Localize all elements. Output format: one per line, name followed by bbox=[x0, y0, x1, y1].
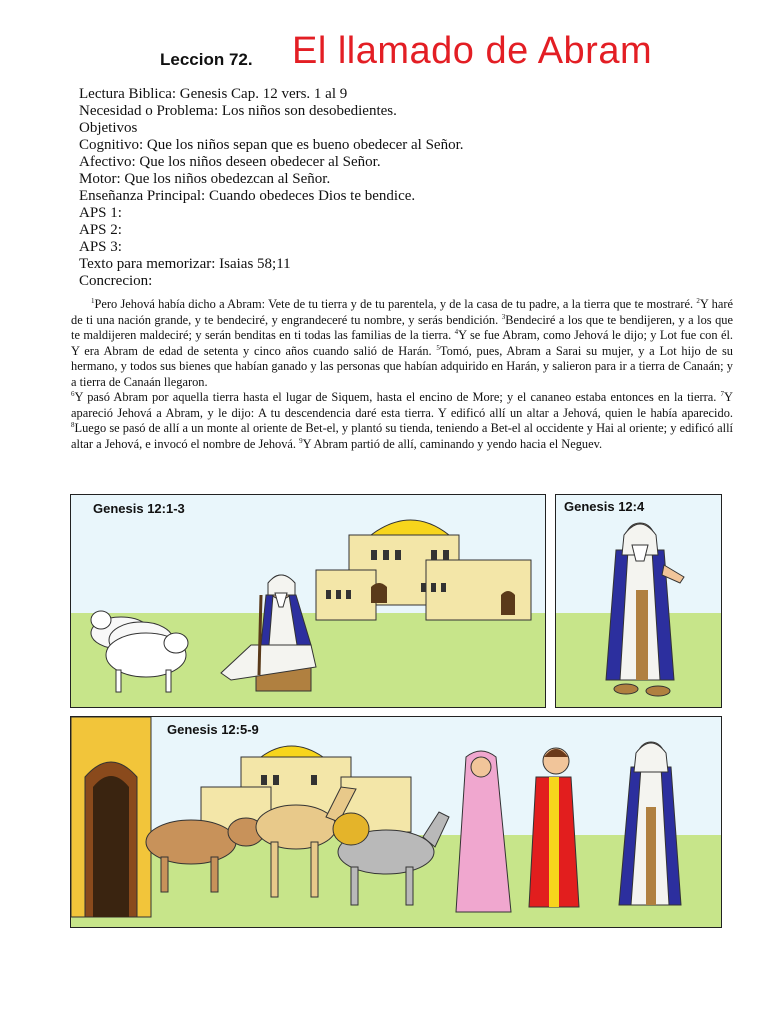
info-line-concretion: Concrecion: bbox=[79, 273, 153, 289]
verse-number: 9 bbox=[299, 436, 303, 445]
info-line-aps1: APS 1: bbox=[79, 205, 122, 221]
illustration-panel-genesis-12-5-9 bbox=[70, 716, 722, 928]
info-line-need: Necesidad o Problema: Los niños son desobedientes. bbox=[79, 103, 397, 119]
verse-8: Luego se pasó de allí a un monte al oriente de Bet-el, y plantó su tienda, teniendo a Bet-el al occidente y Hai al oriente; y edificó allí altar a Jehová, e invocó el nombre de Jehová. bbox=[71, 421, 733, 451]
scene-abram-standing bbox=[556, 495, 721, 707]
verse-5: Tomó, pues, Abram a Sarai su mujer, y a Lot hijo de su hermano, y todos sus bienes que habían ganado y las personas que habían adquirido en Harán, y salieron para ir a tierra de Canaán; y a tierra de Canaán llegaron. bbox=[71, 343, 733, 389]
scripture-paragraph-1 bbox=[71, 297, 733, 390]
lesson-number: Leccion 72. bbox=[160, 50, 253, 69]
verse-6: Y pasó Abram por aquella tierra hasta el lugar de Siquem, hasta el encino de More; y el cananeo estaba entonces en la tierra. bbox=[74, 390, 717, 404]
verse-number: 1 bbox=[91, 296, 95, 305]
verse-2: Y haré de ti una nación grande, y te bendeciré, y engrandeceré tu nombre, y serás bendición. bbox=[71, 297, 733, 327]
verse-number: 8 bbox=[71, 420, 75, 429]
verse-number: 5 bbox=[436, 343, 440, 352]
info-line-affective: Afectivo: Que los niños deseen obedecer al Señor. bbox=[79, 154, 381, 170]
title-row bbox=[0, 30, 768, 80]
info-line-main-teaching: Enseñanza Principal: Cuando obedeces Dios te bendice. bbox=[79, 188, 416, 204]
verse-3: Bendeciré a los que te bendijeren, y a los que te maldijeren maldeciré; y serán benditas en ti todas las familias de la tierra. bbox=[71, 312, 733, 342]
lesson-title: El llamado de Abram bbox=[292, 30, 653, 72]
scripture-text bbox=[71, 297, 733, 452]
illustration-panel-genesis-12-1-3 bbox=[70, 494, 546, 708]
verse-7: Y apareció Jehová a Abram, y le dijo: A tu descendencia daré esta tierra. Y edificó allí un altar a Jehová, quien le había aparecido. bbox=[71, 390, 733, 420]
info-line-aps3: APS 3: bbox=[79, 239, 122, 255]
info-line-memory-verse: Texto para memorizar: Isaias 58;11 bbox=[79, 256, 291, 272]
info-line-cognitive: Cognitivo: Que los niños sepan que es bueno obedecer al Señor. bbox=[79, 137, 464, 153]
verse-1: Pero Jehová había dicho a Abram: Vete de tu tierra y de tu parentela, y de la casa de tu padre, a la tierra que te mostraré. bbox=[94, 297, 694, 311]
verse-number: 2 bbox=[696, 296, 700, 305]
verse-number: 3 bbox=[501, 312, 506, 321]
verse-4: Y se fue Abram, como Jehová le dijo; y Lot fue con él. Y era Abram de edad de setenta y cinco años cuando salió de Harán. bbox=[71, 328, 733, 358]
panel-caption: Genesis 12:4 bbox=[564, 499, 645, 514]
info-line-motor: Motor: Que los niños obedezcan al Señor. bbox=[79, 171, 331, 187]
scene-abram-seated bbox=[71, 495, 545, 707]
scene-journey-to-canaan bbox=[71, 717, 721, 927]
verse-number: 4 bbox=[454, 327, 459, 336]
info-line-objectives: Objetivos bbox=[79, 120, 138, 136]
panel-caption: Genesis 12:1-3 bbox=[93, 501, 185, 516]
verse-9: Y Abram partió de allí, caminando y yendo hacia el Neguev. bbox=[302, 436, 603, 451]
verse-number: 7 bbox=[720, 389, 725, 398]
info-line-reading: Lectura Biblica: Genesis Cap. 12 vers. 1 al 9 bbox=[79, 86, 348, 102]
verse-number: 6 bbox=[71, 389, 75, 398]
info-line-aps2: APS 2: bbox=[79, 222, 122, 238]
lesson-info bbox=[79, 86, 464, 290]
illustration-panel-genesis-12-4 bbox=[555, 494, 722, 708]
scripture-paragraph-2 bbox=[71, 390, 733, 452]
panel-caption: Genesis 12:5-9 bbox=[167, 722, 259, 737]
